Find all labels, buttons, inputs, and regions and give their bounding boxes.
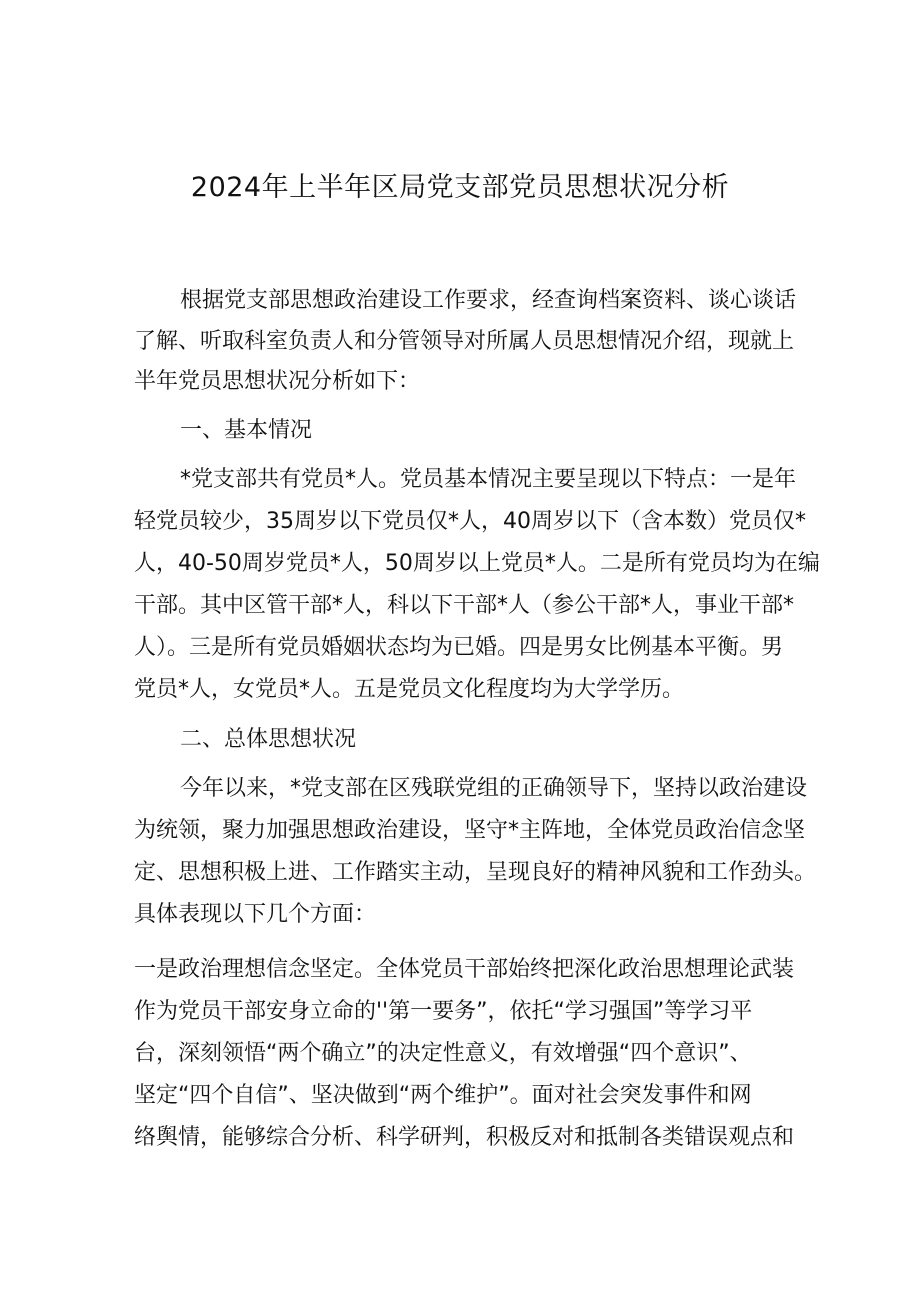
paragraph-line: 人）。三是所有党员婚姻状态均为已婚。四是男女比例基本平衡。男: [134, 635, 784, 660]
paragraph-line: 了解、听取科室负责人和分管领导对所属人员思想情况介绍，现就上: [134, 329, 795, 354]
section-heading: 一、基本情况: [180, 418, 313, 443]
paragraph-line: 今年以来，*党支部在区残联党组的正确领导下，坚持以政治建设: [180, 776, 808, 801]
paragraph-line: 轻党员较少，35周岁以下党员仅*人，40周岁以下（含本数）党员仅*: [134, 509, 806, 534]
paragraph-line: 半年党员思想状况分析如下：: [134, 369, 421, 394]
paragraph-line: 络舆情，能够综合分析、科学研判，积极反对和抵制各类错误观点和: [134, 1125, 795, 1150]
paragraph-line: 人，40-50周岁党员*人，50周岁以上党员*人。二是所有党员均为在编: [134, 551, 820, 576]
paragraph-line: 为统领，聚力加强思想政治建设，坚守*主阵地，全体党员政治信念坚: [134, 818, 806, 843]
paragraph-line: 坚定“四个自信”、坚决做到“两个维护”。面对社会突发事件和网: [134, 1083, 752, 1108]
document-title: 2024年上半年区局党支部党员思想状况分析: [190, 172, 730, 203]
paragraph-line: 一是政治理想信念坚定。全体党员干部始终把深化政治思想理论武装: [134, 957, 795, 982]
section-heading: 二、总体思想状况: [180, 727, 357, 752]
paragraph-line: 根据党支部思想政治建设工作要求，经查询档案资料、谈心谈话: [180, 288, 797, 313]
paragraph-line: *党支部共有党员*人。党员基本情况主要呈现以下特点：一是年: [180, 467, 797, 492]
paragraph-line: 党员*人，女党员*人。五是党员文化程度均为大学学历。: [134, 677, 685, 702]
paragraph-line: 干部。其中区管干部*人，科以下干部*人（参公干部*人，事业干部*: [134, 593, 795, 618]
paragraph-line: 具体表现以下几个方面：: [134, 902, 377, 927]
paragraph-line: 定、思想积极上进、工作踏实主动，呈现良好的精神风貌和工作劲头。: [134, 860, 817, 885]
paragraph-line: 台，深刻领悟“两个确立”的决定性意义，有效增强“四个意识”、: [134, 1041, 752, 1066]
paragraph-line: 作为党员干部安身立命的''第一要务”，依托“学习强国”等学习平: [134, 999, 753, 1024]
